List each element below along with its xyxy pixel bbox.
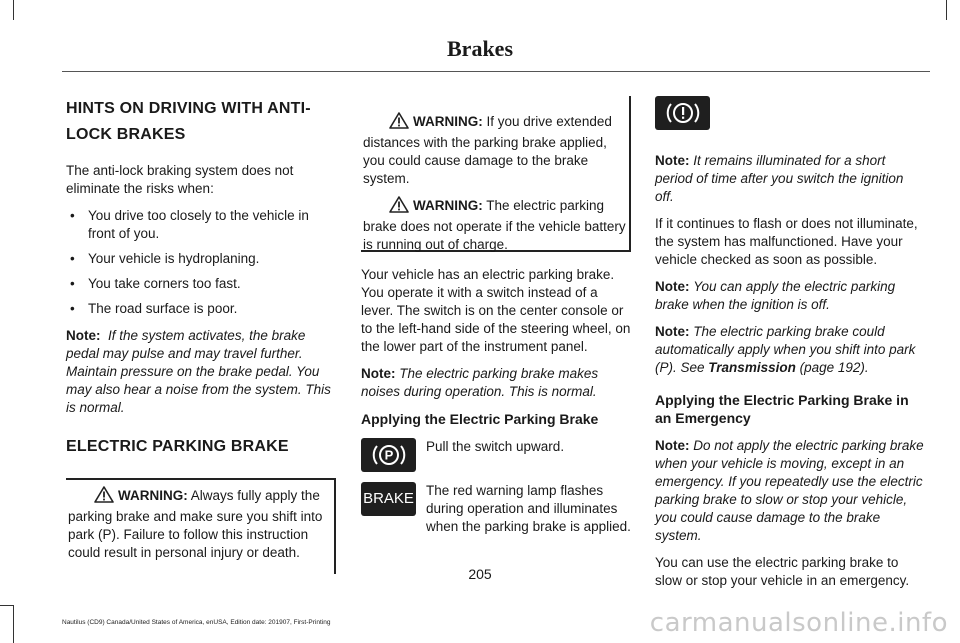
- brake-lamp-icon: [361, 482, 416, 516]
- brake-lamp-label: BRAKE: [363, 490, 414, 507]
- warning-text: If you drive extended distances with the parking brake applied, you could cause damage to the brake system.: [363, 114, 612, 186]
- section-heading-abs: [66, 96, 336, 148]
- note-text: Do not apply the electric parking brake when your vehicle is moving, except in an emergency. If you repeatedly use the electric parking brake to slow or stop your vehicle, you could cause damage to the brake system.: [655, 438, 924, 543]
- warning-label: WARNING:: [118, 488, 188, 503]
- note-text: It remains illuminated for a short period of time after you switch the ignition off.: [655, 153, 904, 204]
- column-1: [66, 96, 336, 574]
- parking-brake-p-icon: [361, 438, 416, 472]
- note-text: You can apply the electric parking brake when the ignition is off.: [655, 279, 896, 312]
- list-item: • You drive too closely to the vehicle in front of you.: [66, 207, 336, 243]
- crop-mark-bottom-left-v: [13, 605, 14, 643]
- watermark: carmanualsonline.info: [649, 608, 948, 638]
- note-text: The electric parking brake could automatically apply when you shift into park (P). See: [655, 324, 916, 375]
- warning-label: WARNING:: [413, 198, 483, 213]
- abs-risk-list: [66, 207, 336, 318]
- crop-mark-bottom-left-h: [0, 605, 14, 606]
- warning-box-brake: [361, 96, 631, 252]
- list-item: • Your vehicle is hydroplaning.: [66, 250, 336, 268]
- svg-text:P: P: [384, 447, 393, 463]
- crop-mark-top-right-v: [946, 0, 947, 20]
- instruction-pull-switch: [361, 438, 631, 472]
- footer-edition-info: Nautilus (CD9) Canada/United States of America, enUSA, Edition date: 201907, First-Printing: [62, 619, 331, 626]
- warning-triangle-icon: [389, 196, 409, 218]
- list-item: • You take corners too fast.: [66, 275, 336, 293]
- note-label: Note:: [655, 324, 690, 339]
- warning-text: Always fully apply the parking brake and make sure you shift into park (P). Failure to follow this instruction could result in personal injury or death.: [68, 488, 323, 560]
- abs-note: [66, 327, 336, 417]
- warning-park: [66, 486, 334, 562]
- column-2: [361, 96, 631, 546]
- header-rule: [62, 71, 930, 72]
- abs-intro: The anti-lock braking system does not eliminate the risks when:: [66, 163, 294, 196]
- crop-mark-top-left-v: [13, 0, 14, 20]
- emergency-text: You can use the electric parking brake to slow or stop your vehicle in an emergency.: [655, 555, 910, 588]
- section-heading-epb: ELECTRIC PARKING BRAKE: [66, 438, 289, 455]
- warning-text: The electric parking brake does not operate if the vehicle battery is running out of charge.: [363, 198, 626, 252]
- note-text: If the system activates, the brake pedal may pulse and may travel further. Maintain pressure on the brake pedal. You may also hear a noise from the system. This is normal.: [66, 328, 331, 415]
- warning-triangle-icon: [94, 486, 114, 508]
- warning-label: WARNING:: [413, 114, 483, 129]
- note-text: The electric parking brake makes noises during operation. This is normal.: [361, 366, 599, 399]
- note-label: Note:: [361, 366, 396, 381]
- note-label: Note:: [655, 438, 690, 453]
- warning-box-park: [66, 478, 336, 574]
- malfunction-text: If it continues to flash or does not illuminate, the system has malfunctioned. Have your vehicle checked as soon as possible.: [655, 216, 918, 267]
- instruction-text: Pull the switch upward.: [426, 439, 565, 454]
- note-label: Note:: [66, 328, 101, 343]
- warning-extended-distance: [361, 112, 629, 188]
- brake-system-warning-icon: [655, 96, 710, 130]
- subheading-emergency: Applying the Electric Parking Brake in an Emergency: [655, 392, 909, 426]
- subheading-applying-epb: Applying the Electric Parking Brake: [361, 411, 599, 427]
- page-reference: (page 192).: [799, 360, 869, 375]
- auto-apply-note: [655, 323, 925, 377]
- warning-battery: [361, 196, 629, 254]
- lamp-note: [655, 152, 925, 206]
- column-3: [655, 96, 925, 599]
- ignition-off-note: [655, 278, 925, 314]
- note-label: Note:: [655, 153, 690, 168]
- epb-noise-note: [361, 365, 631, 401]
- emergency-note: [655, 437, 925, 545]
- instruction-text: The red warning lamp flashes during operation and illuminates when the parking brake is applied.: [426, 483, 631, 534]
- transmission-link[interactable]: Transmission: [708, 360, 796, 375]
- instruction-warning-lamp: [361, 482, 631, 536]
- list-item: • The road surface is poor.: [66, 300, 336, 318]
- epb-description: Your vehicle has an electric parking brake. You operate it with a switch instead of a lever. The switch is on the center console or to the left-hand side of the steering wheel, on the lower part of the instrument panel.: [361, 267, 631, 354]
- note-label: Note:: [655, 279, 690, 294]
- warning-triangle-icon: [389, 112, 409, 134]
- section-heading-abs-line2: LOCK BRAKES: [66, 126, 186, 143]
- page-number: 205: [468, 566, 492, 582]
- section-heading-abs-line1: HINTS ON DRIVING WITH ANTI-: [66, 100, 311, 117]
- page-header-title: Brakes: [447, 36, 513, 61]
